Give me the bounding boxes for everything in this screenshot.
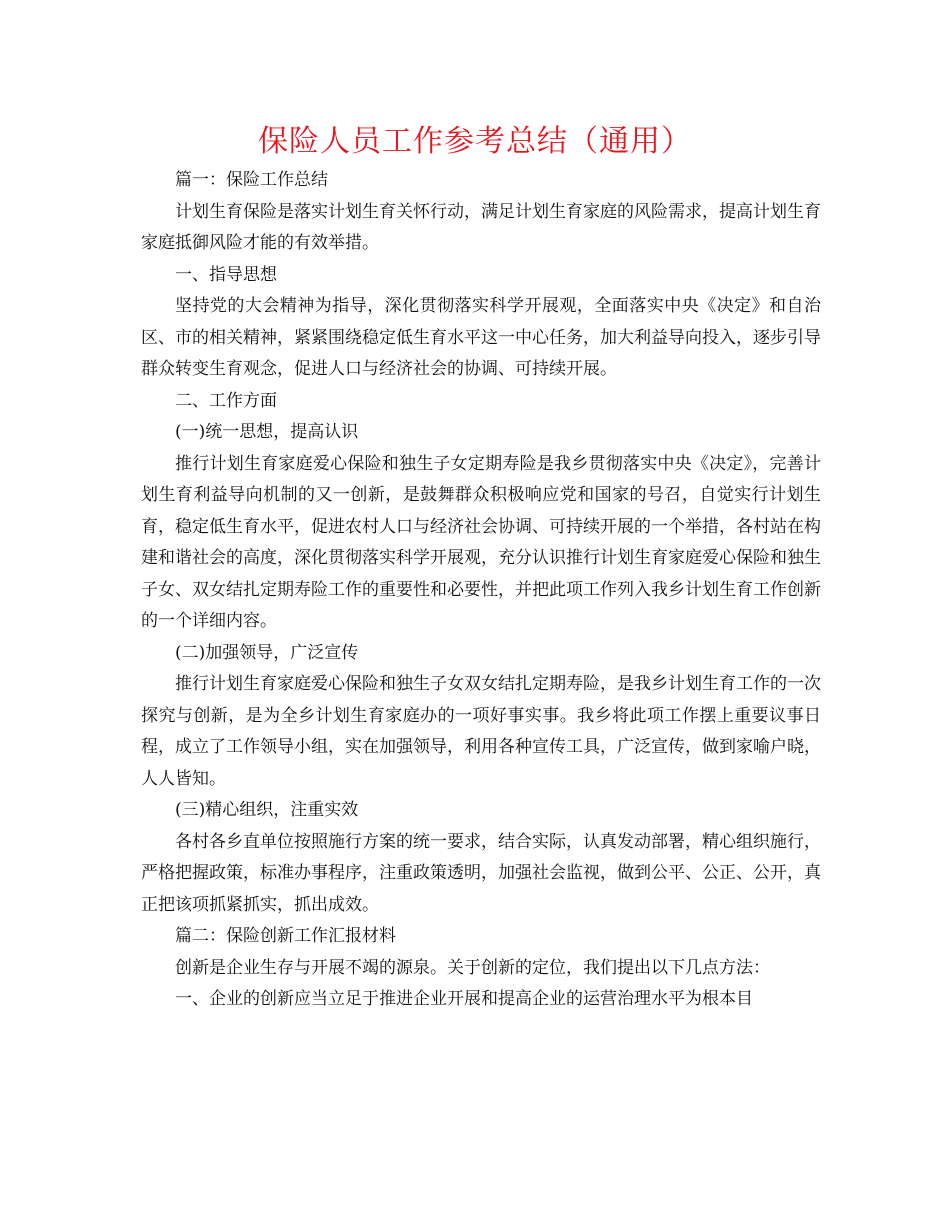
paragraph-careful-organization: 各村各乡直单位按照施行方案的统一要求，结合实际，认真发动部署，精心组织施行，严格把握政策，标准办事程序，注重政策透明，加强社会监视，做到公平、公正、公开，真正把该项抓紧抓实，抓出成效。: [141, 831, 821, 915]
document-title: 保险人员工作参考总结（通用）: [258, 124, 692, 159]
paragraph-strengthen-leadership: 推行计划生育家庭爱心保险和独生子女双女结扎定期寿险，是我乡计划生育工作的一次探究与创新，是为全乡计划生育家庭办的一项好事实事。我乡将此项工作摆上重要议事日程，成立了工作领导小组，实在加强领导，利用各种宣传工具，广泛宣传，做到家喻户晓，人人皆知。: [141, 674, 821, 789]
paragraph-section-2-heading: 篇二：保险创新工作汇报材料: [175, 926, 396, 946]
paragraph-heading-work-aspects: 二、工作方面: [175, 390, 277, 411]
paragraph-innovation-intro: 创新是企业生存与开展不竭的源泉。关于创新的定位，我们提出以下几点方法：: [175, 957, 770, 978]
paragraph-guiding-ideology: 坚持党的大会精神为指导，深化贯彻落实科学开展观，全面落实中央《决定》和自治区、市的相关精神，紧紧围绕稳定低生育水平这一中心任务，加大利益导向投入，逐步引导群众转变生育观念，促进人口与经济社会的协调、可持续开展。: [141, 296, 821, 379]
paragraph-heading-guiding-ideology: 一、指导思想: [175, 264, 277, 285]
paragraph-subheading-2: (二)加强领导，广泛宣传: [175, 642, 359, 663]
paragraph-subheading-3: (三)精心组织，注重实效: [175, 800, 359, 820]
paragraph-innovation-point-1: 一、企业的创新应当立足于推进企业开展和提高企业的运营治理水平为根本目: [175, 989, 753, 1009]
paragraph-unify-thinking: 推行计划生育家庭爱心保险和独生子女定期寿险是我乡贯彻落实中央《决定》，完善计划生育利益导向机制的又一创新，是鼓舞群众积极响应党和国家的号召，自觉实行计划生育，稳定低生育水平，促进农村人口与经济社会协调、可持续开展的一个举措，各村站在构建和谐社会的高度，深化贯彻落实科学开展观，充分认识推行计划生育家庭爱心保险和独生子女、双女结扎定期寿险工作的重要性和必要性，并把此项工作列入我乡计划生育工作创新的一个详细内容。: [141, 453, 821, 631]
document-body: [141, 165, 821, 1016]
paragraph-section-1-heading: 篇一：保险工作总结: [175, 170, 328, 190]
paragraph-subheading-1: (一)统一思想，提高认识: [175, 422, 359, 442]
paragraph-intro: 计划生育保险是落实计划生育关怀行动，满足计划生育家庭的风险需求，提高计划生育家庭抵御风险才能的有效举措。: [141, 201, 821, 253]
